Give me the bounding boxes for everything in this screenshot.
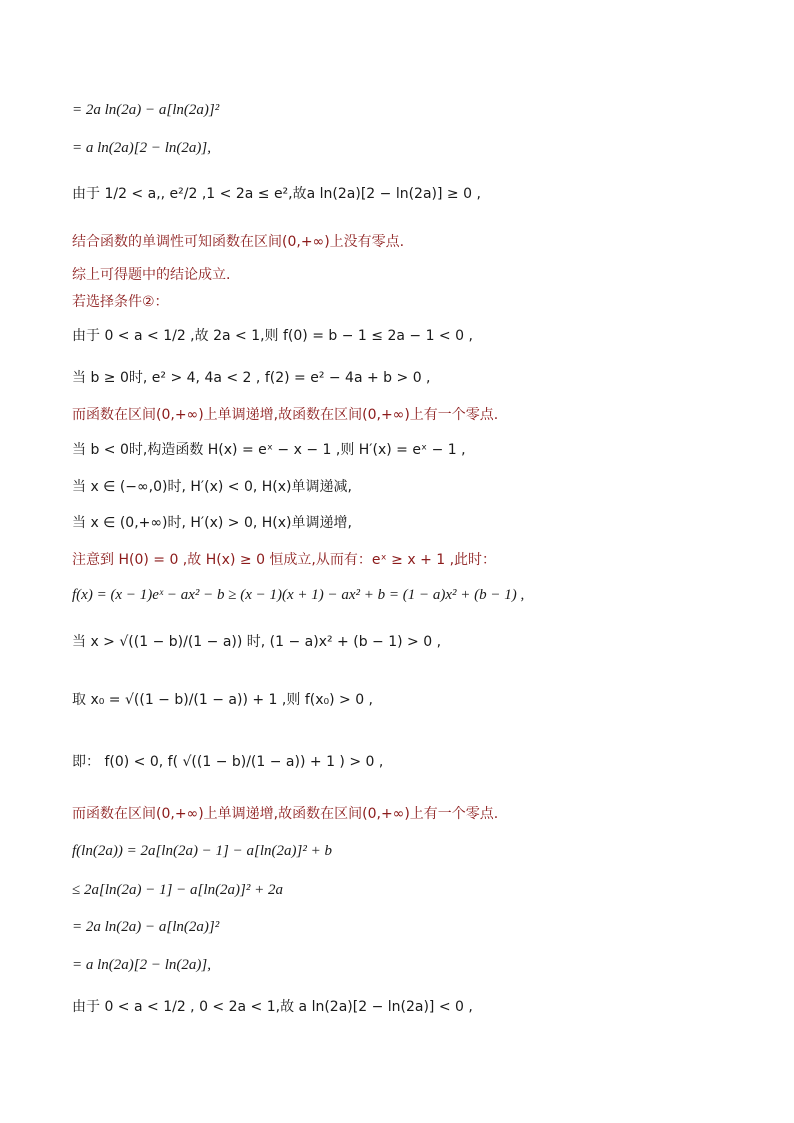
equation-line: 由于 0 < a < 1/2 ,故 2a < 1,则 f(0) = b − 1 ≤ 2a − 1 < 0 , bbox=[72, 328, 473, 344]
equation-line: = 2a ln(2a) − a[ln(2a)]² bbox=[72, 102, 220, 118]
statement-line: 而函数在区间(0,+∞)上单调递增,故函数在区间(0,+∞)上有一个零点. bbox=[72, 407, 499, 423]
equation-line: ≤ 2a[ln(2a) − 1] − a[ln(2a)]² + 2a bbox=[72, 882, 284, 898]
equation-line: f(ln(2a)) = 2a[ln(2a) − 1] − a[ln(2a)]² + b bbox=[72, 843, 332, 859]
equation-line: = a ln(2a)[2 − ln(2a)], bbox=[72, 140, 211, 156]
equation-line: 即： f(0) < 0, f( √((1 − b)/(1 − a)) + 1 ) > 0 , bbox=[72, 754, 384, 770]
equation-line: 当 b ≥ 0时, e² > 4, 4a < 2 , f(2) = e² − 4a + b > 0 , bbox=[72, 370, 431, 386]
condition-heading: 若选择条件②： bbox=[72, 294, 169, 310]
equation-line: 由于 1/2 < a,, e²/2 ,1 < 2a ≤ e²,故a ln(2a)[2 − ln(2a)] ≥ 0 , bbox=[72, 186, 481, 202]
equation-line: 当 b < 0时,构造函数 H(x) = eˣ − x − 1 ,则 H′(x) = eˣ − 1 , bbox=[72, 442, 466, 458]
equation-line: 当 x > √((1 − b)/(1 − a)) 时, (1 − a)x² + (b − 1) > 0 , bbox=[72, 634, 442, 650]
equation-line: f(x) = (x − 1)eˣ − ax² − b ≥ (x − 1)(x + 1) − ax² + b = (1 − a)x² + (b − 1) , bbox=[72, 587, 525, 603]
statement-line: 而函数在区间(0,+∞)上单调递增,故函数在区间(0,+∞)上有一个零点. bbox=[72, 806, 499, 822]
equation-line: 取 x₀ = √((1 − b)/(1 − a)) + 1 ,则 f(x₀) > 0 , bbox=[72, 692, 374, 708]
equation-line: 当 x ∈ (0,+∞)时, H′(x) > 0, H(x)单调递增, bbox=[72, 515, 352, 531]
statement-line: 综上可得题中的结论成立. bbox=[72, 267, 231, 283]
equation-line: = a ln(2a)[2 − ln(2a)], bbox=[72, 957, 211, 973]
equation-line: 当 x ∈ (−∞,0)时, H′(x) < 0, H(x)单调递减, bbox=[72, 479, 352, 495]
statement-line: 结合函数的单调性可知函数在区间(0,+∞)上没有零点. bbox=[72, 234, 405, 250]
statement-line: 注意到 H(0) = 0 ,故 H(x) ≥ 0 恒成立,从而有：eˣ ≥ x + 1 ,此时： bbox=[72, 552, 497, 568]
equation-line: = 2a ln(2a) − a[ln(2a)]² bbox=[72, 919, 220, 935]
equation-line: 由于 0 < a < 1/2 , 0 < 2a < 1,故 a ln(2a)[2 − ln(2a)] < 0 , bbox=[72, 999, 473, 1015]
